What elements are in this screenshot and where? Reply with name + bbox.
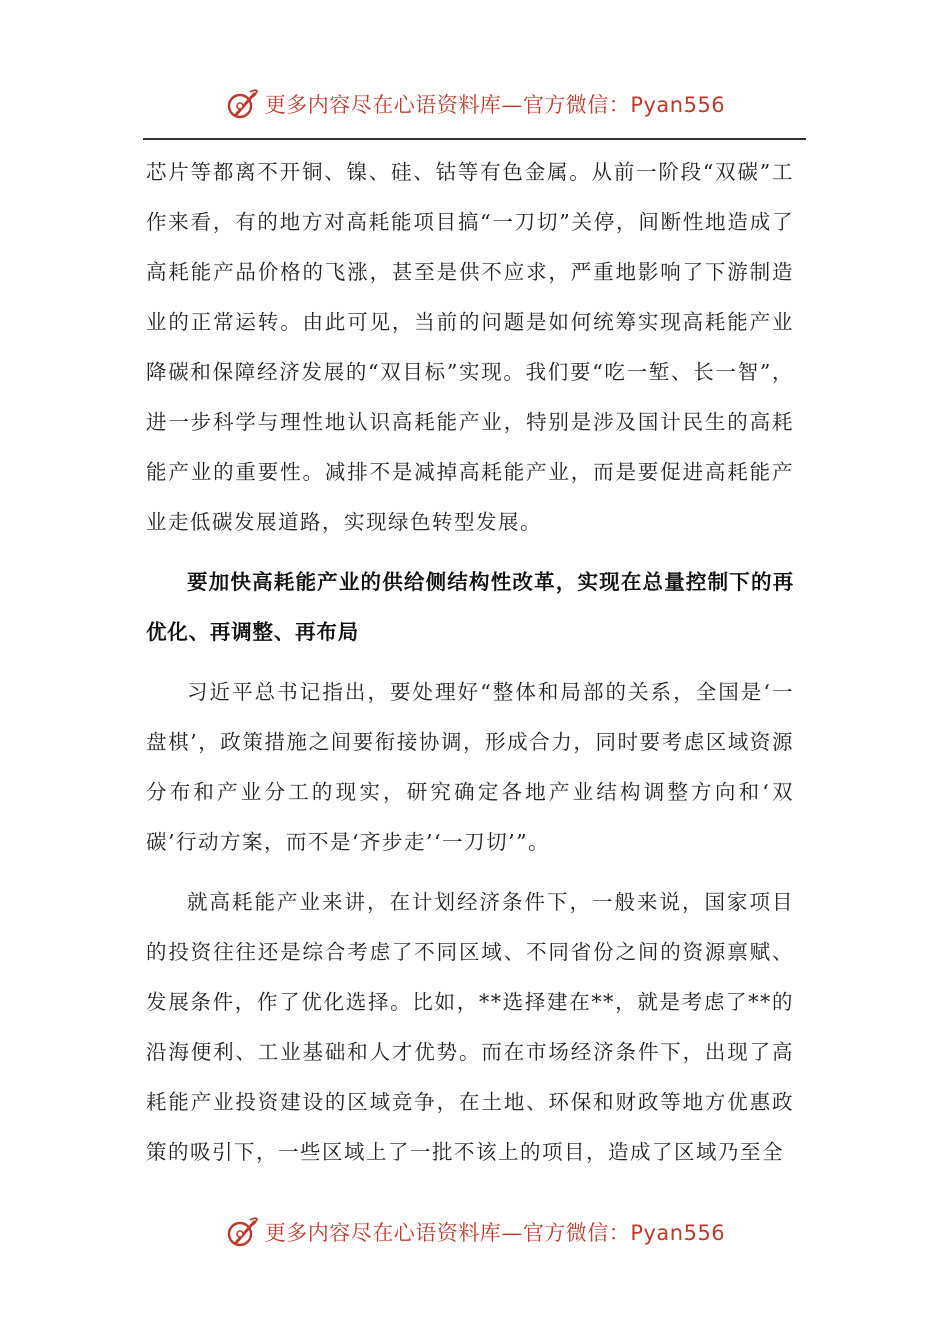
banner-separator: — [501, 1221, 523, 1245]
banner-text [265, 89, 725, 119]
paragraph-spacer [146, 547, 794, 557]
header-banner [0, 82, 950, 126]
quill-pen-logo-icon [225, 1215, 259, 1249]
paragraph-spacer [146, 657, 794, 667]
paragraph-1: 芯片等都离不开铜、镍、硅、钴等有色金属。从前一阶段“双碳”工作来看，有的地方对高耗能项目搞“一刀切”关停，间断性地造成了高耗能产品价格的飞涨，甚至是供不应求，严重地影响了下游制造业的正常运转。由此可见，当前的问题是如何统筹实现高耗能产业降碳和保障经济发展的“双目标”实现。我们要“吃一堑、长一智”，进一步科学与理性地认识高耗能产业，特别是涉及国计民生的高耗能产业的重要性。减排不是减掉高耗能产业，而是要促进高耗能产业走低碳发展道路，实现绿色转型发展。 [146, 160, 794, 534]
banner-brand-text: 更多内容尽在心语资料库 [264, 1221, 502, 1245]
footer-banner [0, 1210, 950, 1254]
banner-wechat-id: Pyan556 [630, 93, 726, 117]
header-divider [143, 138, 806, 140]
paragraph-2: 习近平总书记指出，要处理好“整体和局部的关系，全国是‘一盘棋’，政策措施之间要衔接协调，形成合力，同时要考虑区域资源分布和产业分工的现实，研究确定各地产业结构调整方向和‘双碳’行动方案，而不是‘齐步走’‘一刀切’”。 [146, 680, 794, 854]
section-heading: 要加快高耗能产业的供给侧结构性改革，实现在总量控制下的再优化、再调整、再布局 [146, 570, 794, 644]
banner-wechat-label: 官方微信： [522, 93, 631, 117]
banner-wechat-label: 官方微信： [522, 1221, 631, 1245]
quill-pen-logo-icon [225, 87, 259, 121]
banner-separator: — [501, 93, 523, 117]
paragraph-3: 就高耗能产业来讲，在计划经济条件下，一般来说，国家项目的投资往往还是综合考虑了不同区域、不同省份之间的资源禀赋、发展条件，作了优化选择。比如，**选择建在**，就是考虑了**的沿海便利、工业基础和人才优势。而在市场经济条件下，出现了高耗能产业投资建设的区域竞争，在土地、环保和财政等地方优惠政策的吸引下，一些区域上了一批不该上的项目，造成了区域乃至全 [146, 890, 794, 1164]
document-body [146, 147, 794, 1177]
banner-text [265, 1217, 725, 1247]
paragraph-spacer [146, 867, 794, 877]
banner-wechat-id: Pyan556 [630, 1221, 726, 1245]
banner-brand-text: 更多内容尽在心语资料库 [264, 93, 502, 117]
